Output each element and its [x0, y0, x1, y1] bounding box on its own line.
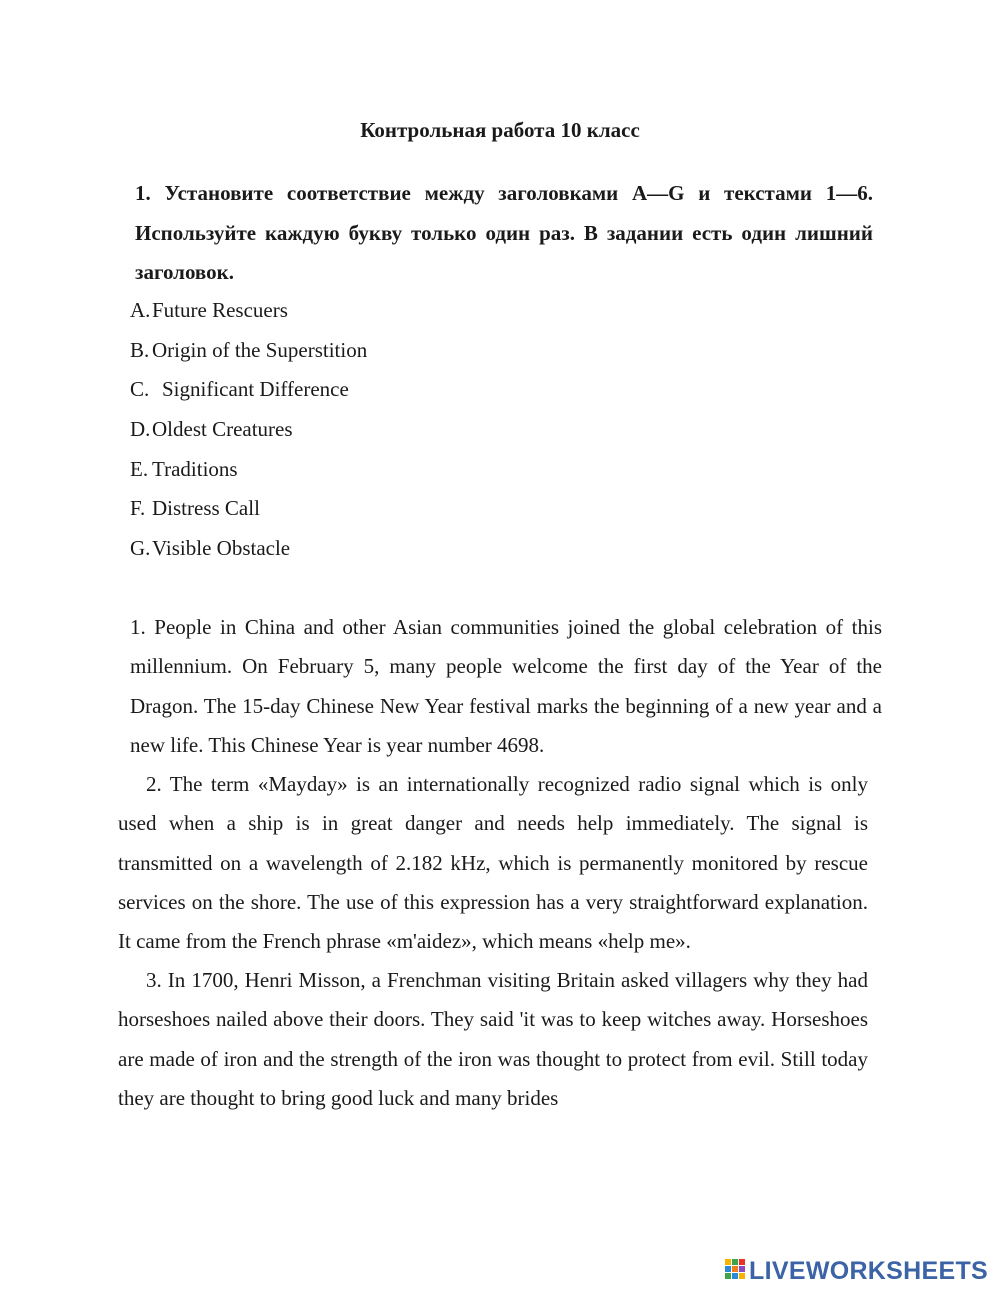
option-text: Distress Call — [152, 496, 260, 521]
headings-list — [130, 292, 367, 570]
page-title: Контрольная работа 10 класс — [360, 118, 640, 142]
liveworksheets-brand[interactable] — [725, 1258, 988, 1284]
list-item — [130, 530, 367, 570]
option-text: Significant Difference — [162, 377, 349, 402]
text-paragraph-2: 2. The term «Mayday» is an internationally recognized radio signal which is only used when a ship is in great danger and needs help immediately. The signal is transmitted on a wavelength of 2.182 kHz, which is permanently monitored by rescue services on the shore. The use of this expression has a very straightforward explanation. It came from the French phrase «m'aidez», which means «help me». — [118, 772, 868, 954]
task-instruction: 1. Установите соответствие между заголовками A—G и текстами 1—6. Используйте каждую букву только один раз. В задании есть один лишний заголовок. — [135, 181, 873, 284]
list-item — [130, 332, 367, 372]
list-item — [130, 490, 367, 530]
option-letter: C. — [130, 377, 150, 402]
list-item — [130, 451, 367, 491]
option-letter: G. — [130, 536, 151, 561]
list-item — [130, 292, 367, 332]
option-letter: D. — [130, 417, 151, 442]
option-text: Traditions — [152, 456, 238, 481]
option-letter: A. — [130, 298, 151, 322]
text-paragraph-1: 1. People in China and other Asian communities joined the global celebration of this millennium. On February 5, many people welcome the first day of the Year of the Dragon. The 15-day Chinese New Year festival marks the beginning of a new year and a new life. This Chinese Year is year number 4698. — [130, 615, 882, 757]
option-text: Origin of the Superstition — [152, 337, 368, 362]
list-item — [130, 411, 367, 451]
brand-name: LIVEWORKSHEETS — [749, 1256, 988, 1285]
option-text: Oldest Creatures — [152, 417, 293, 442]
list-item — [130, 371, 367, 411]
text-paragraph-3: 3. In 1700, Henri Misson, a Frenchman visiting Britain asked villagers why they had horseshoes nailed above their doors. They said 'it was to keep witches away. Horseshoes are made of iron and the strength of the iron was thought to protect from evil. Still today they are thought to bring good luck and many brides — [118, 968, 868, 1110]
option-text: Future Rescuers — [152, 298, 288, 322]
option-text: Visible Obstacle — [152, 536, 291, 561]
liveworksheets-logo-icon — [725, 1259, 745, 1283]
option-letter: F. — [130, 496, 146, 521]
option-letter: E. — [130, 456, 149, 481]
option-letter: B. — [130, 337, 150, 362]
